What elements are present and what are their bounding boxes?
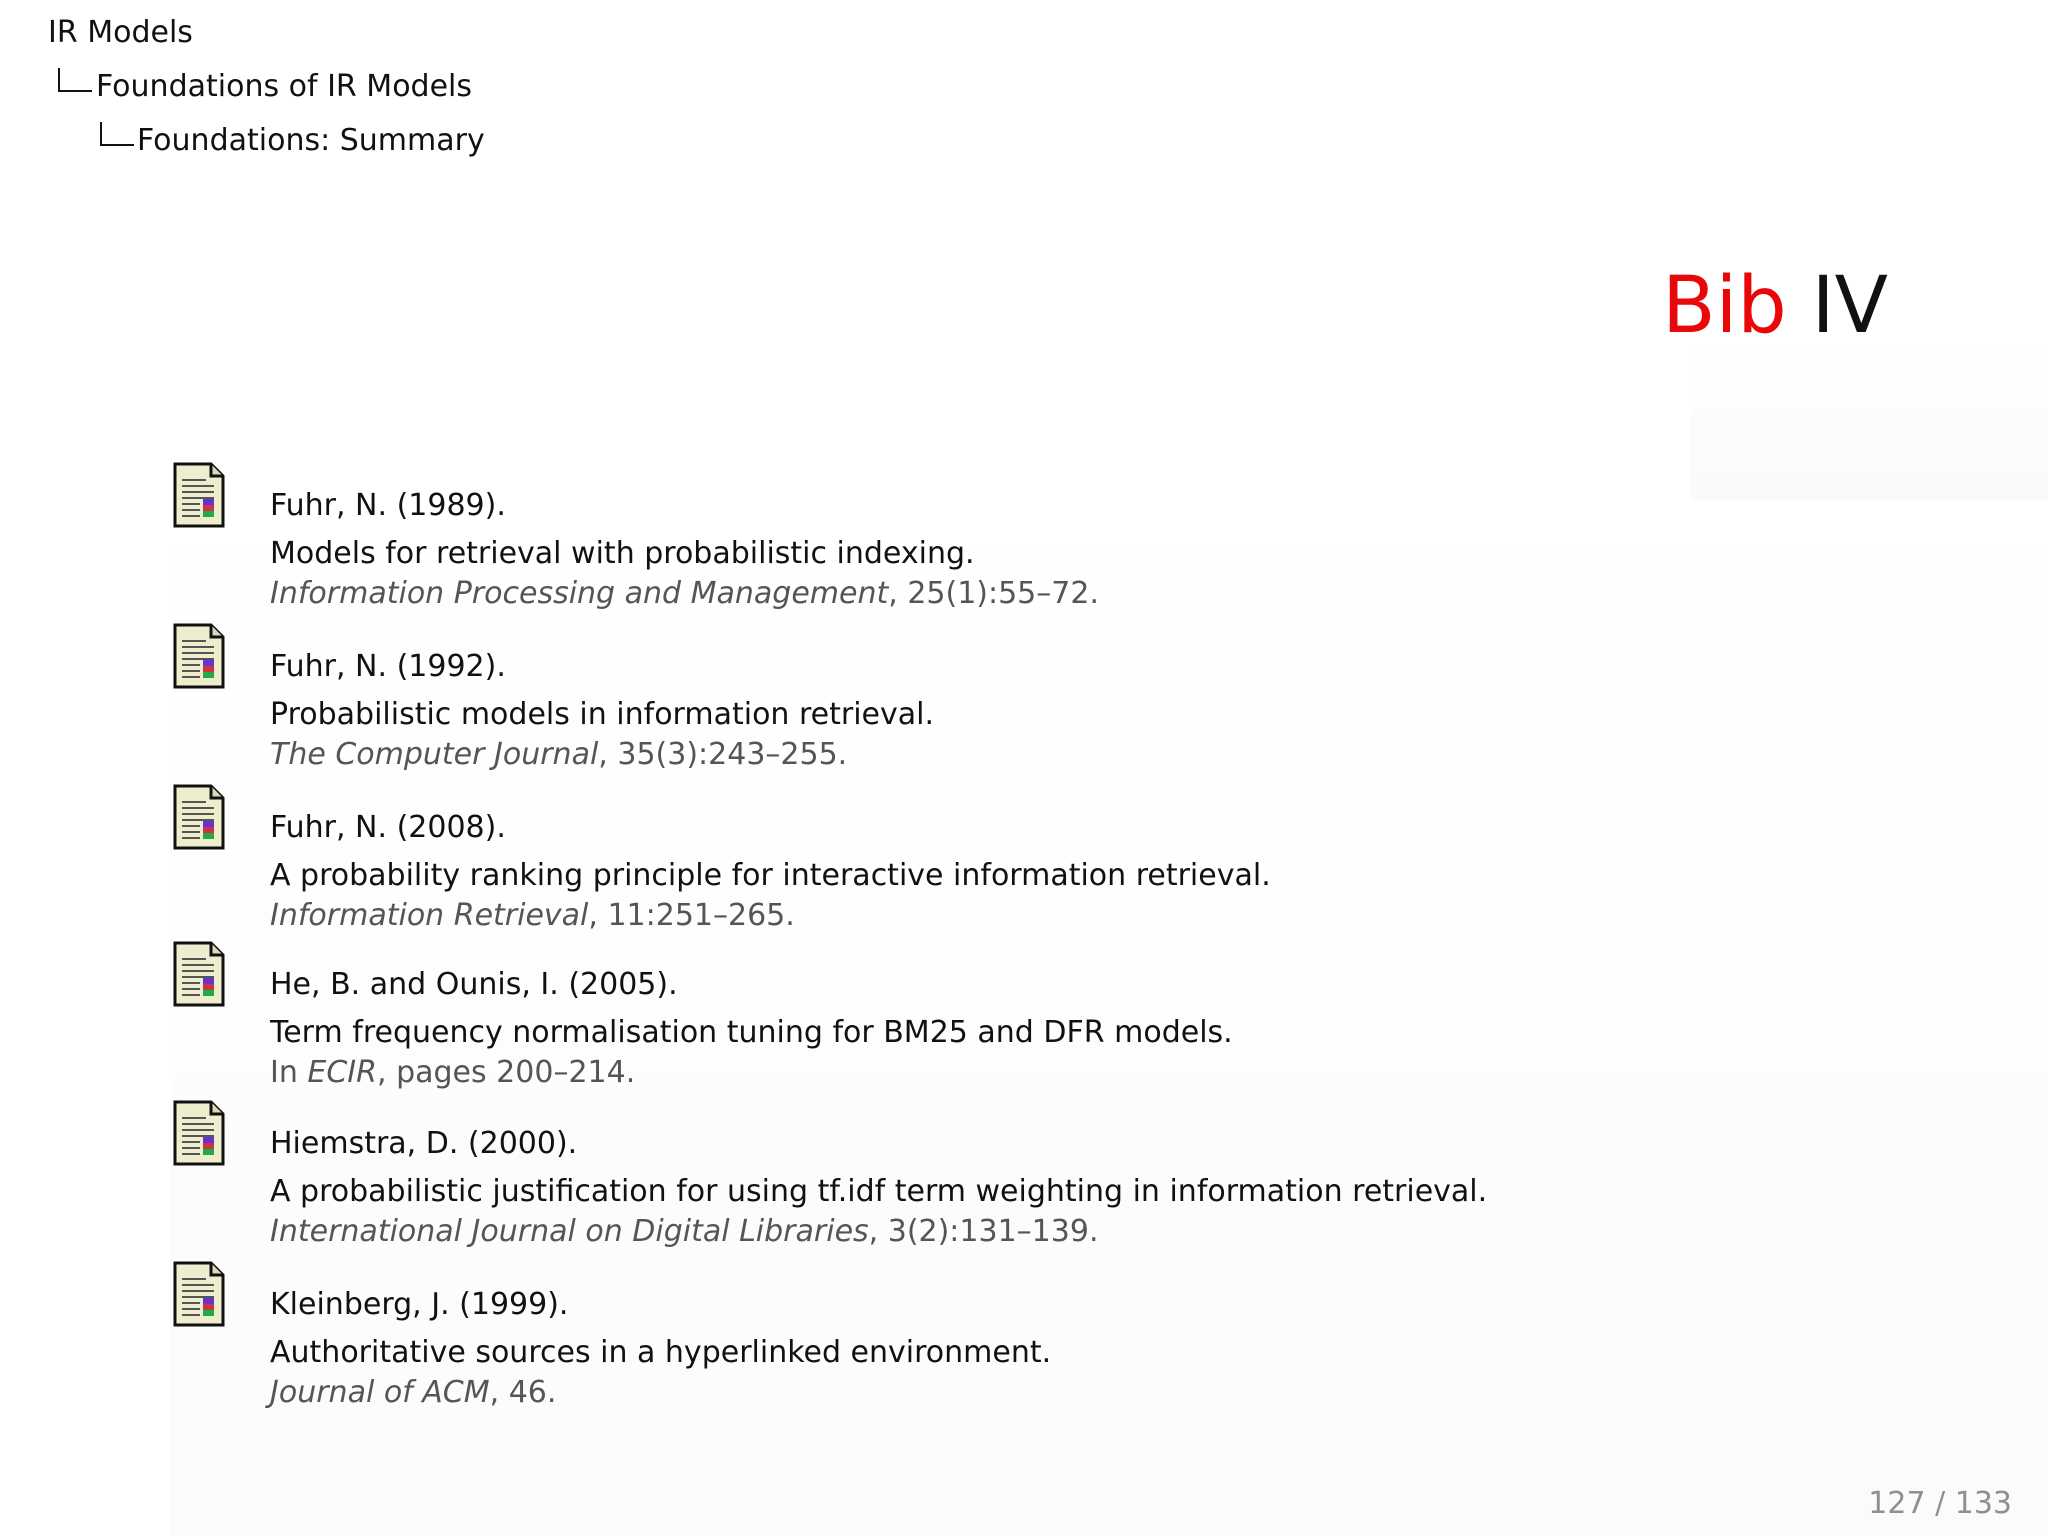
bibliography-entry-text [270,965,1233,1093]
article-icon [173,941,225,1007]
bibliography-entry-text [270,1285,1051,1413]
article-icon [173,623,225,689]
bibliography-venue-line [270,1373,1051,1413]
page-number: 127 / 133 [1868,1486,2012,1521]
bibliography-venue: International Journal on Digital Libraries [270,1214,869,1249]
bibliography-entry [0,784,1700,944]
article-icon [173,462,225,528]
bibliography-entry [0,623,1700,783]
bibliography-venue-prefix: In [270,1055,308,1090]
slide-title-accent: Bib [1662,261,1787,351]
bibliography-entry-text [270,808,1271,936]
bibliography-title: A probabilistic justification for using tf.idf term weighting in information retrieval. [270,1174,1488,1209]
bibliography-author: Fuhr, N. (1992). [270,649,506,684]
bibliography-author: Kleinberg, J. (1999). [270,1287,569,1322]
bibliography-author: He, B. and Ounis, I. (2005). [270,967,678,1002]
bibliography-title: Term frequency normalisation tuning for BM25 and DFR models. [270,1015,1233,1050]
bibliography-author: Hiemstra, D. (2000). [270,1126,578,1161]
bibliography-venue: The Computer Journal [270,737,599,772]
bibliography-title: Models for retrieval with probabilistic indexing. [270,536,975,571]
bibliography-details: , 35(3):243–255. [598,737,848,772]
breadcrumb-current-frame[interactable]: Foundations: Summary [48,114,485,168]
article-icon [173,1261,225,1327]
title-background [1690,340,2048,500]
bibliography-venue: ECIR [307,1055,378,1090]
bibliography-venue: Information Retrieval [270,898,589,933]
slide-title-rest: IV [1811,261,1888,351]
breadcrumb [48,6,485,168]
slide-title [1662,258,1888,354]
bibliography-details: , 11:251–265. [588,898,795,933]
bibliography-title: Authoritative sources in a hyperlinked environment. [270,1335,1052,1370]
bibliography-entry-text [270,647,934,775]
bibliography-title: A probability ranking principle for interactive information retrieval. [270,858,1271,893]
bibliography-venue-line [270,1053,1233,1093]
breadcrumb-subsection[interactable]: Foundations of IR Models [48,60,485,114]
bibliography-venue-line [270,1212,1487,1252]
bibliography-author: Fuhr, N. (2008). [270,810,506,845]
bibliography-title: Probabilistic models in information retrieval. [270,697,934,732]
bibliography-entry [0,941,1700,1101]
bibliography-details: , 25(1):55–72. [888,576,1099,611]
bibliography-entry [0,1261,1700,1421]
bibliography-entry-text [270,486,1099,614]
article-icon [173,1100,225,1166]
bibliography-details: , pages 200–214. [377,1055,636,1090]
bibliography-details: , 3(2):131–139. [868,1214,1099,1249]
bibliography-details: , 46. [489,1375,557,1410]
bibliography-venue-line [270,735,934,775]
bibliography-entry [0,462,1700,622]
article-icon [173,784,225,850]
bibliography-venue-line [270,896,1271,936]
bibliography-venue: Journal of ACM [270,1375,490,1410]
bibliography-entry [0,1100,1700,1260]
bibliography-author: Fuhr, N. (1989). [270,488,506,523]
bibliography-venue: Information Processing and Management [270,576,889,611]
bibliography-venue-line [270,574,1099,614]
bibliography-entry-text [270,1124,1487,1252]
breadcrumb-section[interactable]: IR Models [48,15,193,50]
